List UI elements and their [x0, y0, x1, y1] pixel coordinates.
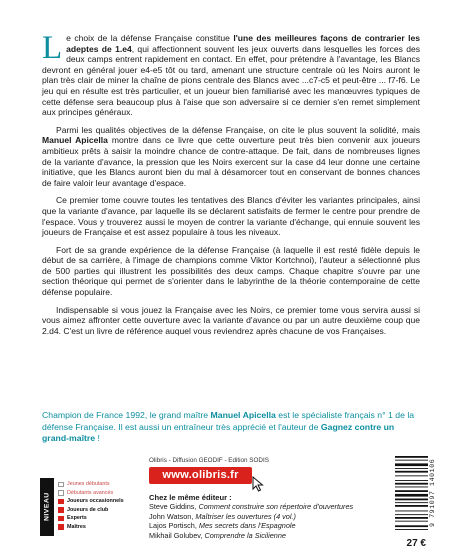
level-label: Maîtres [67, 523, 86, 530]
barcode-bar [395, 505, 428, 507]
book-author: Lajos Portisch, [149, 521, 199, 531]
paragraph-1: Le choix de la défense Française constitue l'une des meilleures façons de contrarier les adeptes de 1.e4, qui affectionnent souvent les jeux ouverts dans lesquelles les forces des deux camps entrent rapidement en contact. En effet, pour prétendre à l'avantage, les Blancs devront en général jouer e4-e5 tôt ou tard, amenant une structure centrale où les Noirs auront le plan très clair de miner la chaîne de pions centrale des Blancs avec ...c7-c5 et peut-être ... f7-f6. Le jeu qui en résulte est très particulier, et un joueur bien familiarisé avec les manœuvres typiques de cette défense sera beaucoup plus à l'aise que son adversaire si ce dernier s'en remet simplement aux principes généraux. [42, 30, 420, 118]
level-checkbox [58, 524, 64, 530]
level-label: Joueurs de club [67, 506, 109, 513]
barcode-bar [395, 487, 428, 488]
description-text [42, 30, 420, 343]
book-title: Comment construire son répertoire d'ouvertures [198, 502, 354, 512]
barcode-bar [395, 468, 428, 469]
level-item [58, 497, 136, 506]
barcode-bar [395, 460, 428, 461]
level-indicator [40, 478, 136, 536]
same-publisher-title: Chez le même éditeur : [149, 493, 232, 502]
author-bio: Champion de France 1992, le grand maître Manuel Apicella est le spécialiste français n° 1 de la défense Française. Il est aussi un entraîneur très apprécié et l'auteur de Gagnez contre un grand-maître ! [42, 410, 415, 444]
level-label: Jeunes débutants [67, 481, 110, 487]
highlight-text: l'une des meilleures façons de contrarier les adeptes de 1.e4 [66, 33, 420, 54]
level-tab: NIVEAU [40, 478, 54, 536]
book-entry [149, 531, 379, 540]
barcode-bar [395, 521, 428, 522]
barcode-bar [395, 529, 428, 530]
paragraph-4: Fort de sa grande expérience de la défense Française (à laquelle il est resté fidèle depuis le début de sa carrière, à l'image de champions comme Viktor Kortchnoi), l'auteur a sélectionné plus de 500 parties qui illustrent les possibilités des deux camps. Chaque chapitre s'ouvre par une section théorique qui permet de s'orienter dans le labyrinthe de la théorie contemporaine de cette défense populaire. [42, 244, 420, 298]
level-list [58, 480, 136, 531]
barcode-bar [395, 499, 428, 501]
level-item [58, 523, 136, 532]
same-publisher-list [149, 493, 379, 540]
barcode-bar [395, 471, 428, 473]
barcode-bar [395, 511, 428, 512]
book-title: Mes secrets dans l'Espagnole [198, 521, 296, 531]
price: 27 € [406, 538, 426, 549]
book-entry [149, 512, 379, 521]
level-checkbox [58, 507, 64, 513]
barcode [395, 455, 428, 531]
book-list [149, 502, 379, 540]
level-item [58, 514, 136, 523]
book-author: Mikhail Golubev, [149, 530, 205, 540]
book-author: Steve Giddins, [149, 502, 199, 512]
barcode-bar [395, 517, 428, 519]
author-name: Manuel Apicella [42, 135, 108, 146]
isbn-number: 9 791097 140106 [429, 458, 436, 528]
author-bio-book: Gagnez contre un grand-maître [42, 421, 395, 444]
barcode-bar [395, 502, 428, 503]
book-author: John Watson, [149, 511, 196, 521]
book-entry [149, 502, 379, 511]
book-title: Maîtriser les ouvertures (4 vol.) [195, 511, 296, 521]
level-item [58, 489, 136, 498]
level-checkbox [58, 490, 64, 496]
paragraph-3: Ce premier tome couvre toutes les tentatives des Blancs d'éviter les variantes principales, ainsi que la variante d'avance, par laquelle ils se déclarent satisfaits de fermer le centre pour prendre de l'espace. Vous y trouverez aussi le moyen de contrer la variante d'échange, qui ennuie souvent les joueurs de Française et est assez populaire à tous les niveaux. [42, 195, 420, 238]
barcode-bar [395, 483, 428, 485]
barcode-bar [395, 490, 428, 492]
book-entry [149, 521, 379, 530]
author-bio-name: Manuel Apicella [210, 410, 276, 420]
level-label: Experts [67, 515, 87, 521]
level-checkbox [58, 499, 64, 505]
drop-cap: L [42, 30, 63, 66]
cursor-icon [252, 476, 266, 492]
barcode-bar [395, 514, 428, 515]
level-item [58, 480, 136, 489]
level-checkbox [58, 516, 64, 522]
barcode-bar [395, 480, 428, 481]
barcode-bar [395, 475, 428, 476]
level-label: Débutants avancés [67, 489, 114, 496]
level-checkbox [58, 482, 64, 488]
level-label: Joueurs occasionnels [67, 498, 124, 504]
book-title: Comprendre la Sicilienne [204, 530, 286, 540]
barcode-bar [395, 494, 428, 497]
website-link[interactable]: www.olibris.fr [149, 467, 252, 484]
paragraph-2: Parmi les qualités objectives de la défense Française, on cite le plus souvent la solidité, mais Manuel Apicella montre dans ce livre que cette ouverture peut très bien convenir aux joueurs ambitieux prêts à saisir la moindre chance de contre-attaque. De fait, dans de nombreuses lignes de la variante d'avance, la pression que les Noirs exercent sur la case d4 leur donne une certaine initiative, que les Blancs auront bien du mal à désamorcer tout en conservant de bonnes chances de faire valoir leur avantage d'espace. [42, 124, 420, 188]
level-item [58, 506, 136, 515]
barcode-bar [395, 463, 428, 466]
publisher-line: Olibris - Diffusion GEODIF - Edition SODIS [149, 457, 269, 464]
barcode-bar [395, 456, 428, 458]
paragraph-5: Indispensable si vous jouez la Française avec les Noirs, ce premier tome vous servira aussi si vous aimez affronter cette ouverture avec la variante d'avance ou par un autre deuxième coup que 2.d4. C'est un livre de référence auquel vous reviendrez après chacune de vos Françaises. [42, 304, 420, 336]
barcode-bar [395, 525, 428, 527]
